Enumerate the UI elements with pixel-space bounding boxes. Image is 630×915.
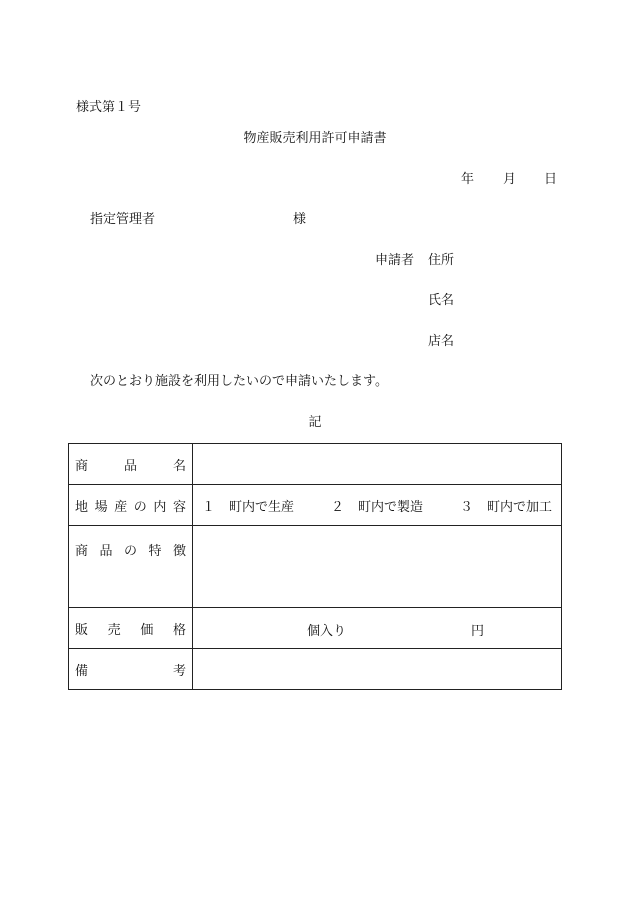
option-produced-in-town[interactable]	[202, 496, 294, 515]
product-name-label	[69, 444, 193, 485]
table-row-price	[69, 608, 562, 649]
label-char: 品	[99, 544, 113, 559]
request-statement: 次のとおり施設を利用したいので申請いたします。	[90, 374, 388, 389]
label-char: 格	[172, 622, 186, 638]
label-char: 地	[75, 499, 89, 515]
option-manufactured-in-town[interactable]	[331, 496, 423, 515]
option-text: 町内で製造	[358, 499, 424, 515]
price-unit-label: 個入り	[307, 624, 347, 639]
price-yen-label: 円	[471, 624, 485, 639]
features-field[interactable]	[193, 526, 562, 608]
price-label	[69, 608, 193, 649]
product-name-field[interactable]	[193, 444, 562, 485]
table-row-remarks	[69, 649, 562, 690]
label-char: 売	[107, 622, 121, 638]
addressee-honorific: 様	[293, 212, 307, 227]
addressee-label: 指定管理者	[90, 212, 156, 227]
option-number: ２	[330, 499, 344, 515]
label-char: 場	[94, 499, 108, 515]
label-char: 販	[75, 622, 89, 638]
features-label	[69, 526, 193, 608]
label-char: 考	[172, 663, 186, 679]
label-char: 商	[75, 544, 89, 559]
table-row-product-name	[69, 444, 562, 485]
label-char: 品	[123, 458, 137, 474]
ki-heading: 記	[308, 415, 322, 430]
option-number: １	[202, 499, 216, 515]
label-char: の	[123, 544, 137, 559]
label-char: 価	[140, 622, 154, 638]
label-char: 内	[153, 499, 167, 515]
name-label: 氏名	[428, 293, 455, 308]
form-number: 様式第１号	[76, 100, 142, 115]
local-content-options	[193, 485, 562, 526]
label-char: の	[133, 499, 147, 515]
address-label: 住所	[428, 253, 455, 268]
label-char: 備	[75, 663, 89, 679]
label-char: 容	[172, 499, 186, 515]
label-char: 徴	[172, 544, 186, 559]
remarks-field[interactable]	[193, 649, 562, 690]
date-day-label: 日	[544, 172, 558, 187]
label-char: 産	[114, 499, 128, 515]
option-text: 町内で加工	[486, 499, 552, 515]
table-row-features	[69, 526, 562, 608]
label-char: 商	[75, 458, 89, 474]
option-text: 町内で生産	[229, 499, 295, 515]
price-field[interactable]	[193, 608, 562, 649]
local-content-label	[69, 485, 193, 526]
shop-name-label: 店名	[428, 334, 455, 349]
date-month-label: 月	[503, 172, 517, 187]
label-char: 名	[172, 458, 186, 474]
option-processed-in-town[interactable]	[460, 496, 552, 515]
remarks-label	[69, 649, 193, 690]
document-title: 物産販売利用許可申請書	[243, 131, 387, 146]
label-char: 特	[148, 544, 162, 559]
applicant-label: 申請者	[375, 253, 415, 268]
option-number: ３	[459, 499, 473, 515]
application-table	[68, 443, 562, 690]
date-year-label: 年	[461, 172, 475, 187]
table-row-local-content	[69, 485, 562, 526]
